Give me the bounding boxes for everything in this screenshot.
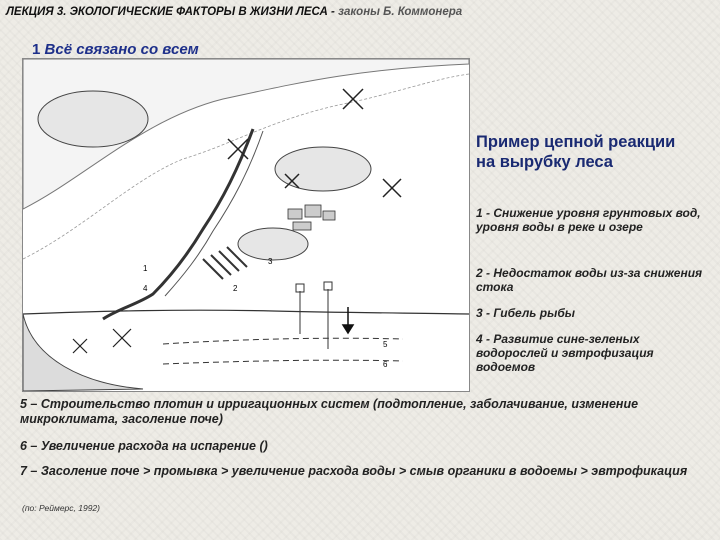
consequence-item: 2 - Недостаток воды из-за снижения стока xyxy=(476,266,703,294)
down-arrow xyxy=(343,307,353,333)
settlement xyxy=(288,205,335,230)
slide-title-text: Всё связано со всем xyxy=(44,41,199,58)
slide-title-number: 1 xyxy=(32,41,41,58)
consequence-item: 3 - Гибель рыбы xyxy=(476,306,576,320)
lowered-groundwater-level xyxy=(163,360,403,364)
consequence-item-bottom: 6 – Увеличение расхода на испарение () xyxy=(20,439,268,453)
figure-label: 1 xyxy=(143,264,148,273)
figure-label: 2 xyxy=(233,284,238,293)
consequence-item-bottom: 7 – Засоление поче > промывка > увеличение расхода воды > смыв органики в водоемы > эвтрофикация xyxy=(20,464,688,478)
figure-label: 3 xyxy=(268,257,273,266)
forest-clump xyxy=(38,91,148,147)
source-citation: (по: Реймерс, 1992) xyxy=(22,503,100,513)
landscape-illustration xyxy=(22,58,470,392)
lake-bed xyxy=(23,314,143,391)
laws-subtitle: законы Б. Коммонера xyxy=(338,6,463,18)
lecture-title: ЛЕКЦИЯ 3. ЭКОЛОГИЧЕСКИЕ ФАКТОРЫ В ЖИЗНИ ЛЕСА - xyxy=(6,6,335,18)
irrigation-canals xyxy=(203,247,247,279)
figure-label: 4 xyxy=(143,284,148,293)
landscape-drawing xyxy=(23,59,469,391)
lecture-header xyxy=(6,6,462,18)
consequence-item: 4 - Развитие сине-зеленых водорослей и эвтрофизация водоемов xyxy=(476,332,654,374)
consequence-item: 1 - Снижение уровня грунтовых вод, уровня воды в реке и озере xyxy=(476,206,701,234)
figure-label: 6 xyxy=(383,360,388,369)
groundwater-level xyxy=(163,338,403,344)
figure-label: 5 xyxy=(383,340,388,349)
wells xyxy=(296,282,332,349)
example-title: Пример цепной реакции на вырубку леса xyxy=(476,133,676,171)
slide-title xyxy=(32,41,199,58)
consequence-item-bottom: 5 – Строительство плотин и ирригационных систем (подтопление, заболачивание, изменение микроклимата, засоление поче) xyxy=(20,397,639,426)
lake-surface xyxy=(23,310,469,314)
forest-clump xyxy=(238,228,308,260)
dead-fish-marks xyxy=(73,329,131,353)
